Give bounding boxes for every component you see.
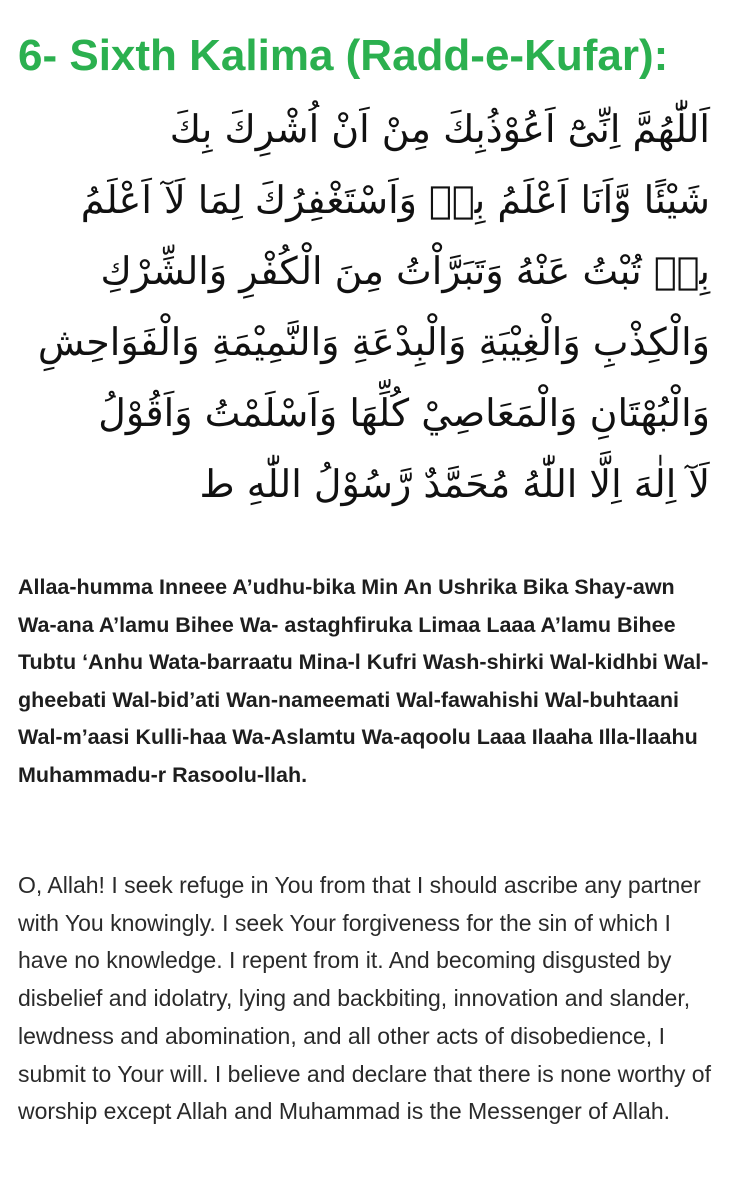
arabic-line: لَآ اِلٰهَ اِلَّا اللّٰهُ مُحَمَّدٌ رَّسُوْلُ اللّٰهِ ط bbox=[199, 462, 710, 506]
arabic-line: اَللّٰهُمَّ اِنِّیْٓ اَعُوْذُبِكَ مِنْ اَنْ اُشْرِكَ بِكَ bbox=[169, 107, 710, 151]
kalima-title: 6- Sixth Kalima (Radd-e-Kufar): bbox=[18, 31, 669, 80]
arabic-line: شَيْئًا وَّاَنَا اَعْلَمُ بِهٖ وَاَسْتَغْفِرُكَ لِمَا لَآ اَعْلَمُ bbox=[80, 178, 710, 222]
translation-paragraph: O, Allah! I seek refuge in You from that I should ascribe any partner with You knowingly. I seek Your forgiveness for the sin of which I have no knowledge. I repent from it. And becoming disgusted by disbelief and idolatry, lying and backbiting, innovation and slander, lewdness and abomination, and all other acts of disobedience, I submit to Your will. I believe and declare that there is none worthy of worship except Allah and Muhammad is the Messenger of Allah. bbox=[18, 872, 711, 1125]
arabic-line: وَالْبُهْتَانِ وَالْمَعَاصِيْ كُلِّهَا وَاَسْلَمْتُ وَاَقُوْلُ bbox=[98, 391, 710, 435]
arabic-text-block bbox=[37, 94, 710, 522]
arabic-line: بِهٖ تُبْتُ عَنْهُ وَتَبَرَّاْتُ مِنَ الْكُفْرِ وَالشِّرْكِ bbox=[100, 249, 710, 293]
arabic-line: وَالْكِذْبِ وَالْغِيْبَةِ وَالْبِدْعَةِ وَالنَّمِيْمَةِ وَالْفَوَاحِشِ bbox=[37, 320, 710, 364]
transliteration-paragraph: Allaa-humma Inneee A’udhu-bika Min An Ushrika Bika Shay-awn Wa-ana A’lamu Bihee Wa- astaghfiruka Limaa Laaa A’lamu Bihee Tubtu ‘Anhu Wata-barraatu Mina-l Kufri Wash-shirki Wal-kidhbi Wal-gheebati Wal-bid’ati Wan-nameemati Wal-fawahishi Wal-buhtaani Wal-m’aasi Kulli-haa Wa-Aslamtu Wa-aqoolu Laaa Ilaaha Illa-llaahu Muhammadu-r Rasoolu-llah. bbox=[18, 575, 709, 787]
